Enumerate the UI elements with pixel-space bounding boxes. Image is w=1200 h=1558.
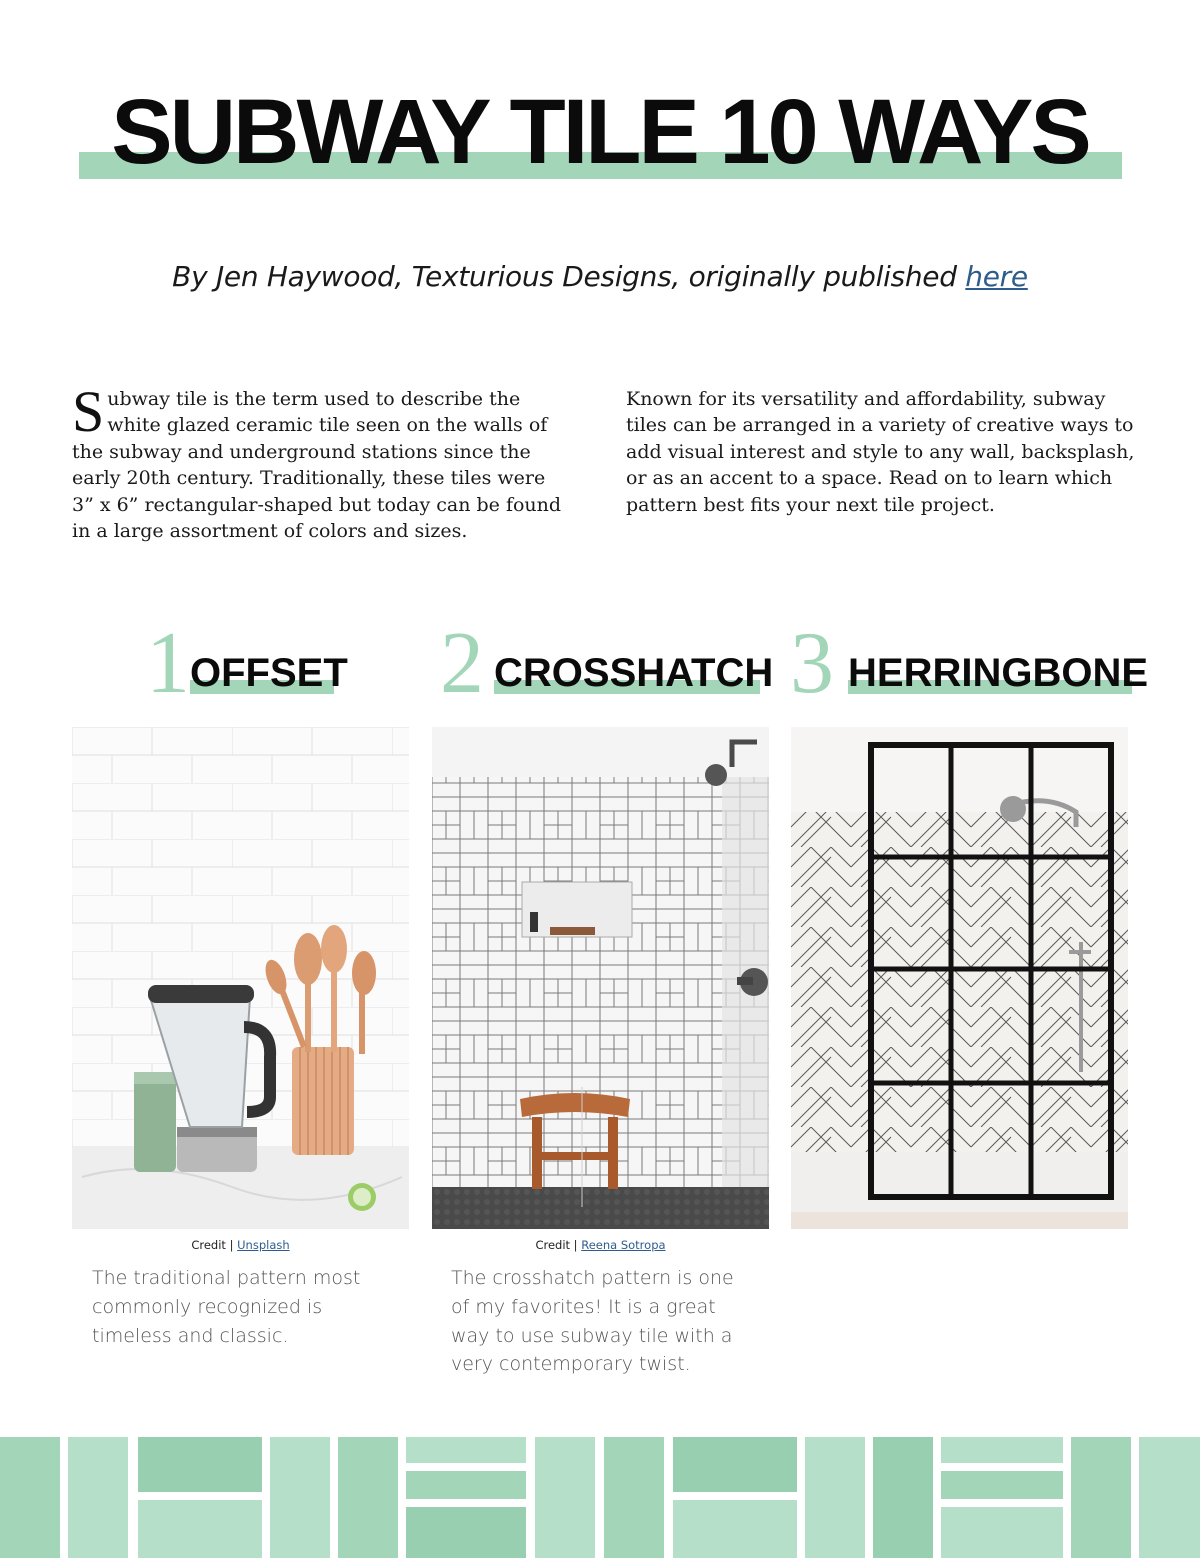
herringbone-photo	[791, 727, 1128, 1229]
pattern-heading-offset	[146, 615, 348, 712]
title-block	[0, 82, 1200, 182]
offset-credit	[72, 1238, 409, 1252]
offset-photo	[72, 727, 409, 1229]
pattern-number: 1	[146, 615, 190, 712]
pattern-number: 2	[440, 615, 484, 712]
intro-left-text: ubway tile is the term used to describe the white glazed ceramic tile seen on the walls of the subway and underground stations since the early 20th century. Traditionally, these tiles were 3” x 6” rectangular-shaped but today can be found in a large assortment of colors and sizes.	[72, 388, 562, 543]
pattern-name: CROSSHATCH	[494, 651, 774, 695]
intro-right-column	[626, 386, 1136, 518]
pattern-name: HERRINGBONE	[848, 651, 1149, 695]
credit-link[interactable]: Reena Sotropa	[581, 1238, 666, 1252]
crosshatch-photo	[432, 727, 769, 1229]
tile-footer-decoration	[0, 1437, 1200, 1558]
pattern-number: 3	[790, 615, 834, 712]
crosshatch-credit	[432, 1238, 769, 1252]
credit-label: Credit |	[535, 1238, 582, 1252]
credit-label: Credit |	[191, 1238, 238, 1252]
crosshatch-description: The crosshatch pattern is one of my favorites! It is a great way to use subway tile with a very contemporary twist.	[451, 1267, 734, 1376]
drop-cap: S	[72, 379, 105, 444]
pattern-name: OFFSET	[190, 651, 348, 695]
source-link[interactable]: here	[965, 260, 1028, 293]
pattern-heading-herringbone	[790, 615, 1149, 712]
page-title: SUBWAY TILE 10 WAYS	[111, 81, 1089, 183]
byline-text: By Jen Haywood, Texturious Designs, originally published	[172, 260, 966, 293]
offset-description: The traditional pattern most commonly recognized is timeless and classic.	[92, 1267, 361, 1347]
intro-right-text: Known for its versatility and affordability, subway tiles can be arranged in a variety of creative ways to add visual interest and style to any wall, backsplash, or as an accent to a space. Read on to learn which pattern best fits your next tile project.	[626, 388, 1135, 516]
pattern-heading-crosshatch	[440, 615, 774, 712]
credit-link[interactable]: Unsplash	[237, 1238, 290, 1252]
intro-left-column	[72, 379, 572, 544]
byline	[0, 260, 1200, 293]
